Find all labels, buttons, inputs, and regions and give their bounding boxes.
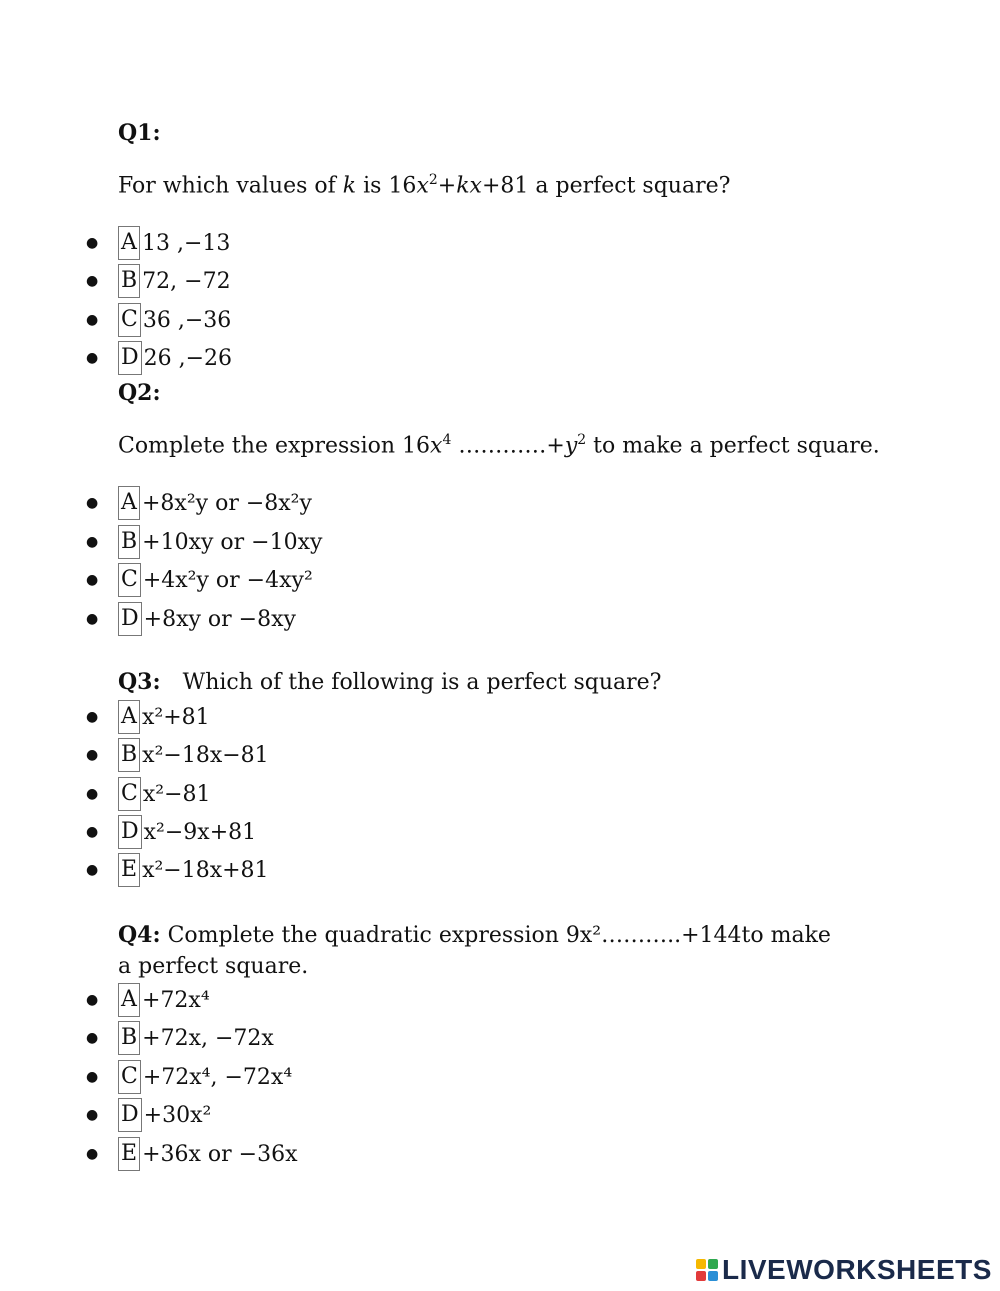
answer-box[interactable]: D [118, 815, 142, 849]
answer-box[interactable]: B [118, 738, 140, 772]
q4-option-b[interactable] [86, 1021, 274, 1055]
bullet-icon: ● [86, 1030, 99, 1046]
answer-box[interactable]: E [118, 853, 140, 887]
option-text: 26 ,−26 [143, 345, 233, 371]
q3-option-c[interactable] [86, 777, 211, 811]
option-text: 72, −72 [142, 268, 231, 294]
answer-box[interactable]: B [118, 1021, 140, 1055]
option-text: +8xy or −8xy [143, 606, 296, 632]
bullet-icon: ● [86, 747, 99, 763]
bullet-icon: ● [86, 1069, 99, 1085]
bullet-icon: ● [86, 786, 99, 802]
answer-box[interactable]: C [118, 303, 141, 337]
q4-option-e[interactable] [86, 1137, 297, 1171]
answer-box[interactable]: D [118, 341, 142, 375]
bullet-icon: ● [86, 495, 99, 511]
answer-box[interactable]: A [118, 226, 140, 260]
option-text: x²−81 [142, 781, 211, 807]
option-text: +72x⁴, −72x⁴ [142, 1064, 293, 1090]
bullet-icon: ● [86, 824, 99, 840]
q2-option-a[interactable] [86, 486, 312, 520]
q3-heading [118, 669, 661, 695]
q1-option-c[interactable] [86, 303, 231, 337]
option-text: +72x, −72x [142, 1025, 274, 1051]
answer-box[interactable]: E [118, 1137, 140, 1171]
bullet-icon: ● [86, 350, 99, 366]
q2-option-d[interactable] [86, 602, 296, 636]
q1-option-b[interactable] [86, 264, 231, 298]
bullet-icon: ● [86, 312, 99, 328]
liveworksheets-logo [696, 1254, 992, 1286]
q4-option-c[interactable] [86, 1060, 292, 1094]
option-text: +72x⁴ [142, 987, 210, 1013]
q1-prompt: For which values of k is $16x^2+kx+81$ a perfect square? [118, 172, 731, 199]
bullet-icon: ● [86, 709, 99, 725]
option-text: x²+81 [142, 704, 210, 730]
answer-box[interactable]: C [118, 1060, 141, 1094]
answer-box[interactable]: D [118, 1098, 142, 1132]
option-text: +8x²y or −8x²y [142, 490, 312, 516]
q3-option-d[interactable] [86, 815, 256, 849]
answer-box[interactable]: A [118, 983, 140, 1017]
q4-option-a[interactable] [86, 983, 210, 1017]
bullet-icon: ● [86, 273, 99, 289]
bullet-icon: ● [86, 534, 99, 550]
bullet-icon: ● [86, 862, 99, 878]
answer-box[interactable]: C [118, 563, 141, 597]
logo-square [696, 1271, 706, 1281]
logo-square [708, 1259, 718, 1269]
q3-option-b[interactable] [86, 738, 269, 772]
bullet-icon: ● [86, 992, 99, 1008]
option-text: +10xy or −10xy [142, 529, 323, 555]
q4-heading [118, 920, 838, 982]
q2-option-c[interactable] [86, 563, 313, 597]
bullet-icon: ● [86, 235, 99, 251]
q2-option-b[interactable] [86, 525, 322, 559]
q3-option-e[interactable] [86, 853, 269, 887]
option-text: +4x²y or −4xy² [142, 567, 313, 593]
answer-box[interactable]: C [118, 777, 141, 811]
answer-box[interactable]: B [118, 264, 140, 298]
option-text: x²−9x+81 [143, 819, 257, 845]
q4-prompt: Complete the quadratic expression 9x²………..+144to make a perfect square. [118, 923, 831, 979]
bullet-icon: ● [86, 1107, 99, 1123]
logo-square [708, 1271, 718, 1281]
q1-option-a[interactable] [86, 226, 230, 260]
q3-prompt: Which of the following is a perfect square? [182, 670, 662, 695]
q4-option-d[interactable] [86, 1098, 211, 1132]
q3-option-a[interactable] [86, 700, 210, 734]
q2-prompt: Complete the expression $16x^4$ $\dots\dots\dots\dots+y^2$ to make a perfect square. [118, 432, 880, 459]
answer-box[interactable]: A [118, 700, 140, 734]
option-text: x²−18x+81 [142, 857, 269, 883]
option-text: 36 ,−36 [142, 307, 232, 333]
option-text: +36x or −36x [142, 1141, 298, 1167]
bullet-icon: ● [86, 611, 99, 627]
q4-label: Q4: [118, 922, 161, 948]
logo-icon [696, 1259, 718, 1281]
logo-text: LIVEWORKSHEETS [722, 1254, 992, 1285]
answer-box[interactable]: B [118, 525, 140, 559]
answer-box[interactable]: D [118, 602, 142, 636]
option-text: 13 ,−13 [142, 230, 231, 256]
q3-label: Q3: [118, 669, 161, 695]
option-text: x²−18x−81 [142, 742, 269, 768]
answer-box[interactable]: A [118, 486, 140, 520]
option-text: +30x² [143, 1102, 212, 1128]
q1-label: Q1: [118, 120, 161, 146]
bullet-icon: ● [86, 572, 99, 588]
bullet-icon: ● [86, 1146, 99, 1162]
q1-option-d[interactable] [86, 341, 232, 375]
q2-label: Q2: [118, 380, 161, 406]
logo-square [696, 1259, 706, 1269]
